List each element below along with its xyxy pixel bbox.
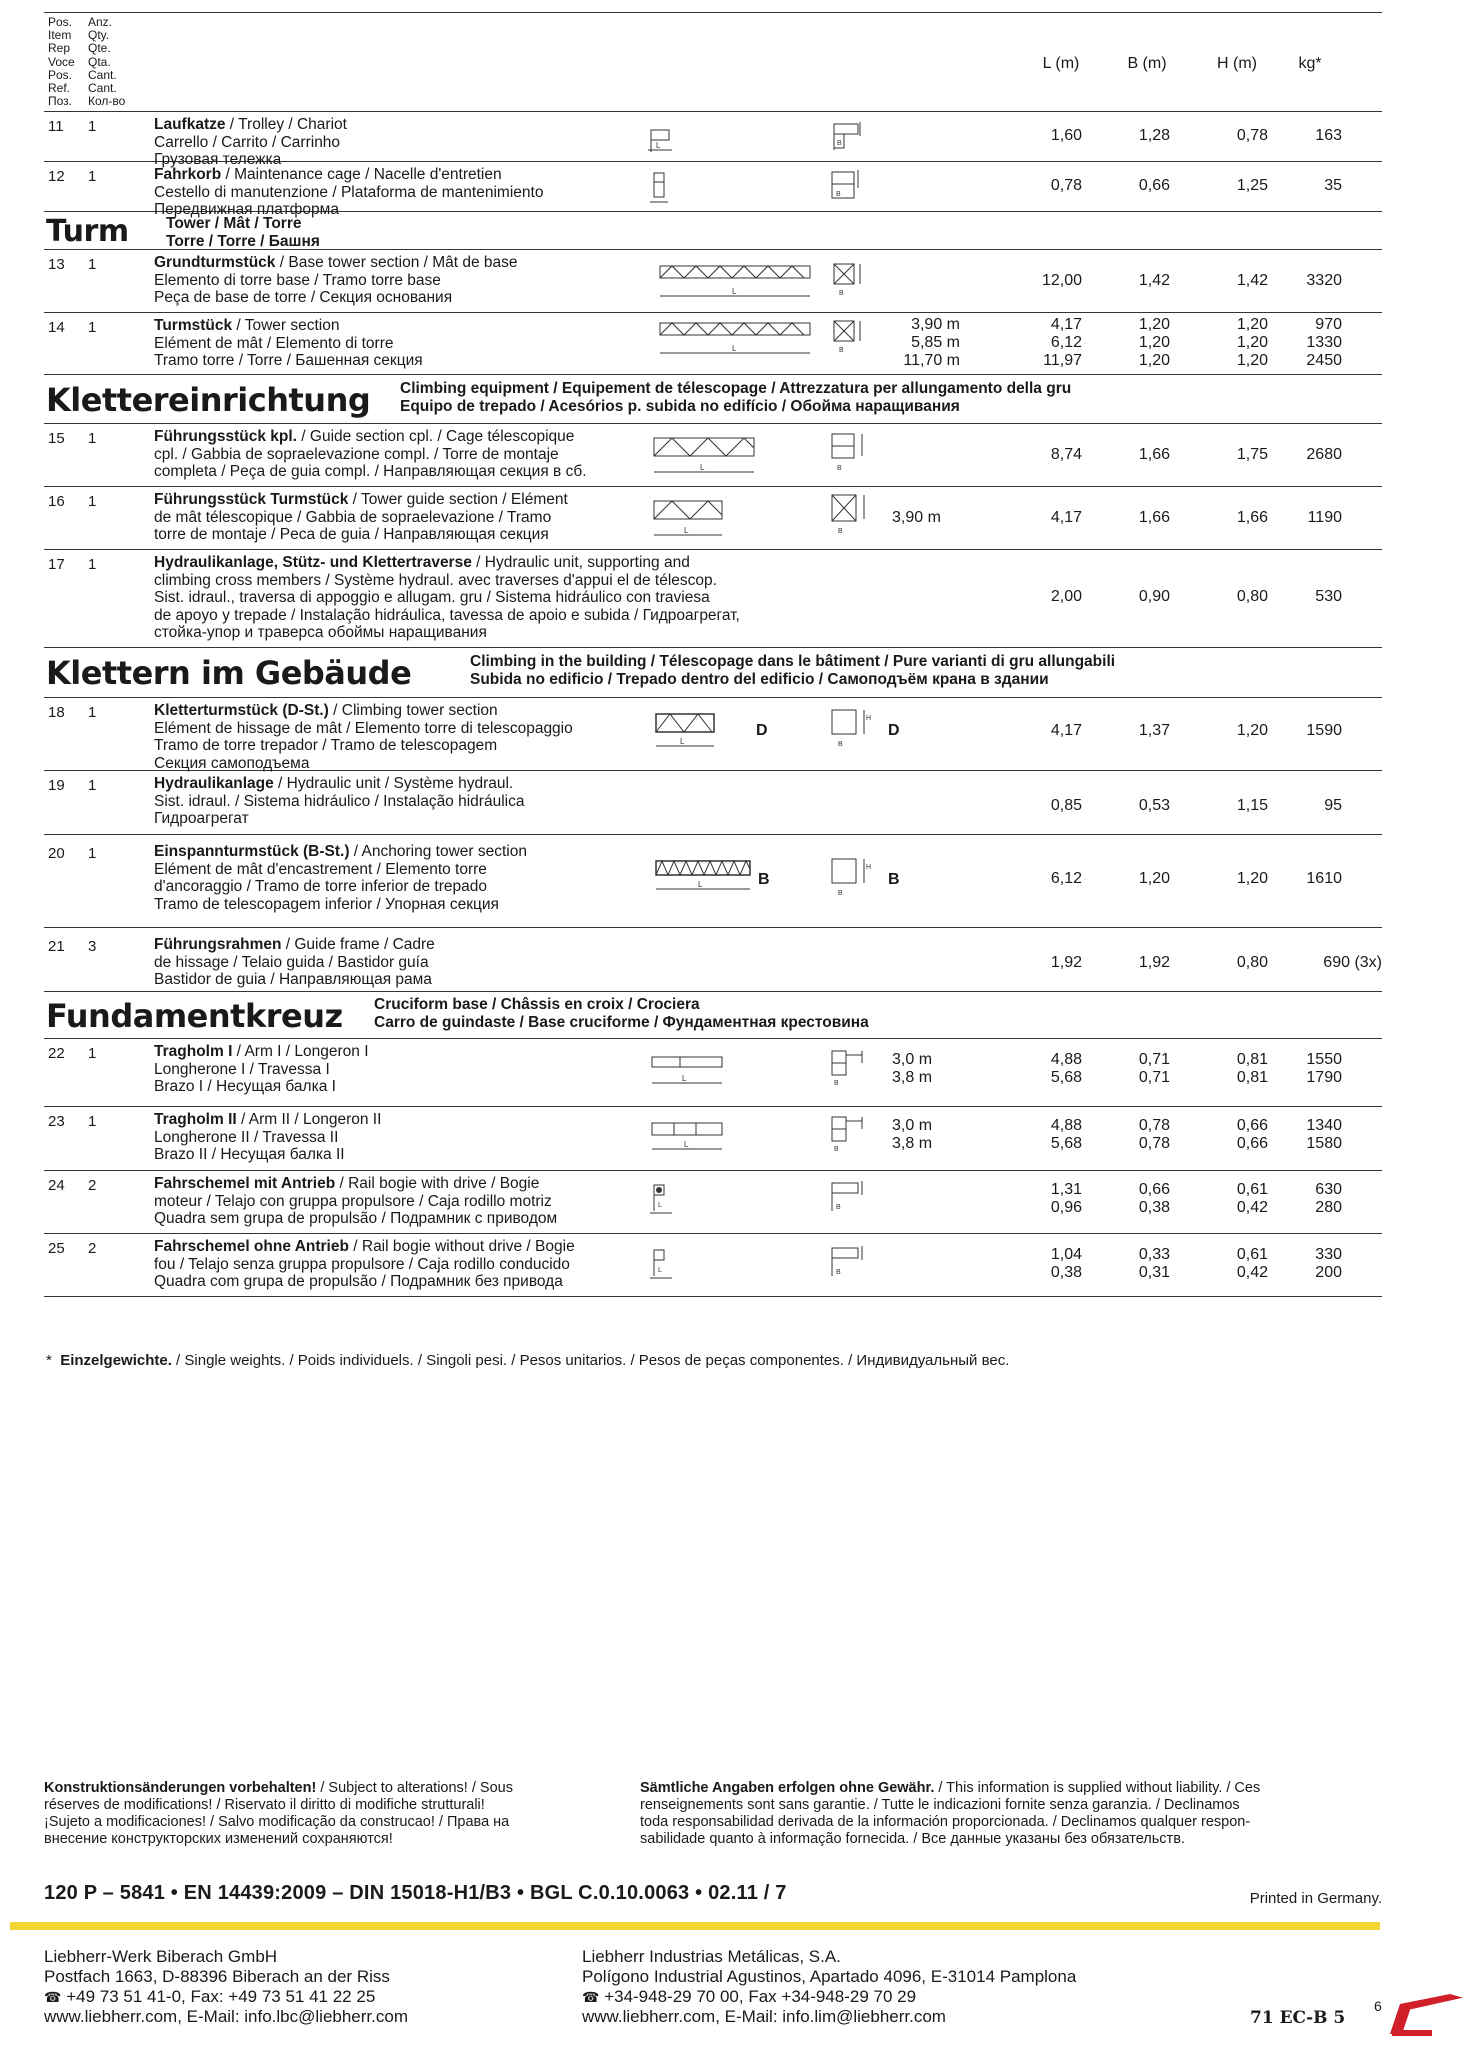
phone-icon: ☎	[44, 1989, 62, 2005]
row-pos: 22	[48, 1045, 65, 1062]
guide-section-front-icon	[828, 430, 878, 478]
value-b: 1,66	[1138, 509, 1170, 526]
svg-text:B: B	[836, 191, 841, 198]
svg-text:L: L	[658, 1202, 662, 1209]
value-h: 0,80	[1236, 588, 1268, 605]
svg-text:B: B	[839, 290, 844, 297]
anchoring-section-front-icon	[828, 855, 884, 903]
value-kg: 1610	[1306, 870, 1342, 887]
table-row-21	[44, 928, 1382, 991]
label-cant: Cant.	[88, 67, 117, 82]
tower-guide-front-icon	[828, 491, 884, 541]
row-description: Führungsrahmen / Guide frame / Cadre de hissage / Telaio guida / Bastidor guía Bastidor de guia / Направляющая рама	[154, 936, 435, 988]
value-l: 0,85	[1050, 797, 1082, 814]
base-tower-front-icon	[830, 260, 876, 300]
row-qty: 1	[88, 319, 97, 336]
section-title: Klettereinrichtung	[46, 381, 371, 419]
value-b: 0,78 0,78	[1138, 1117, 1170, 1152]
value-h: 0,61 0,42	[1236, 1246, 1268, 1281]
col-header-h: H (m)	[1217, 55, 1257, 72]
table-row-25	[44, 1234, 1382, 1297]
bogie-drive-side-icon	[650, 1181, 678, 1221]
table-row-22	[44, 1039, 1382, 1107]
col-header-l: L (m)	[1042, 55, 1080, 72]
label-kol: Кол-во	[88, 94, 126, 109]
spec-table	[44, 12, 1382, 1297]
table-row-16	[44, 487, 1382, 550]
disclaimer-right: Sämtliche Angaben erfolgen ohne Gewähr. / This information is supplied without liability. / Ces renseignements sont sans garantie. / Tutte le indicazioni fornite senza garanzia. / Declinamos toda responsabilidad derivada de la información proporcionada. / Declinamos qualquer respon- sabilidade quanto à informação fornecida. / Все данные указаны без обязательств.	[640, 1780, 1261, 1847]
value-b: 1,28	[1138, 127, 1170, 144]
value-h: 0,80	[1236, 954, 1268, 971]
tower-section-front-icon	[830, 317, 876, 357]
table-row-23	[44, 1107, 1382, 1171]
row-description: Tragholm I / Arm I / Longeron I Longherone I / Travessa I Brazo I / Несущая балка I	[154, 1043, 369, 1095]
value-l: 1,60	[1050, 127, 1082, 144]
footnote: * Einzelgewichte. / Single weights. / Poids individuels. / Singoli pesi. / Pesos unitarios. / Pesos de peças componentes. / Индивидуальный вес.	[46, 1352, 1010, 1369]
row-qty: 1	[88, 430, 97, 447]
label-item: Item	[48, 28, 72, 43]
trolley-side-icon	[648, 124, 674, 154]
section-subtitle: Cruciform base / Châssis en croix / Crociera Carro de guindaste / Base cruciforme / Фундаментная крестовина	[374, 996, 869, 1031]
value-kg: 330 200	[1315, 1246, 1342, 1281]
arm-i-side-icon	[650, 1051, 730, 1093]
value-b: 1,92	[1138, 954, 1170, 971]
row-pos: 14	[48, 319, 65, 336]
svg-text:B: B	[839, 347, 844, 354]
row-pos: 13	[48, 256, 65, 273]
svg-text:H: H	[866, 864, 872, 871]
value-h: 1,42	[1236, 272, 1268, 289]
row-qty: 3	[88, 938, 97, 955]
value-kg: 630 280	[1315, 1181, 1342, 1216]
value-b: 1,66	[1138, 446, 1170, 463]
tower-guide-side-icon	[652, 493, 732, 543]
section-klettern-im-gebaeude	[44, 648, 1382, 698]
label-qte: Qte.	[88, 41, 111, 56]
row-pos: 23	[48, 1113, 65, 1130]
table-header	[44, 12, 1382, 112]
section-subtitle: Climbing equipment / Equipement de télescopage / Attrezzatura per allungamento della gru Equipo de trepado / Acesórios p. subida no edifício / Обойма наращивания	[400, 380, 1072, 415]
section-subtitle: Tower / Mât / Torre Torre / Torre / Башня	[166, 215, 320, 250]
arm-i-front-icon	[828, 1047, 874, 1091]
row-qty: 1	[88, 256, 97, 273]
value-h: 1,25	[1236, 177, 1268, 194]
value-kg: 1190	[1307, 509, 1342, 526]
row-pos: 25	[48, 1240, 65, 1257]
value-l: 4,88 5,68	[1050, 1117, 1082, 1152]
value-b: 1,20	[1138, 870, 1170, 887]
value-h: 1,75	[1236, 446, 1268, 463]
row-description: Fahrkorb / Maintenance cage / Nacelle d'entretien Cestello di manutenzione / Plataforma de mantenimiento Передвижная платформа	[154, 166, 544, 218]
value-l: 2,00	[1050, 588, 1082, 605]
svg-text:L: L	[684, 1140, 689, 1149]
model-name: 71 EC-B 5	[1250, 2008, 1346, 2028]
row-qty: 1	[88, 1113, 97, 1130]
section-turm	[44, 212, 1382, 250]
length-variants: 3,90 m 5,85 m 11,70 m	[903, 316, 960, 369]
table-row-24	[44, 1171, 1382, 1234]
value-kg: 3320	[1306, 272, 1342, 289]
table-row-17	[44, 550, 1382, 648]
svg-text:L: L	[680, 737, 685, 746]
row-pos: 16	[48, 493, 65, 510]
section-klettereinrichtung	[44, 375, 1382, 424]
row-qty: 1	[88, 777, 97, 794]
cage-side-icon	[650, 170, 670, 206]
table-row-15	[44, 424, 1382, 487]
row-pos: 15	[48, 430, 65, 447]
row-description: Turmstück / Tower section Elément de mât / Elemento di torre Tramo torre / Torre / Башенная секция	[154, 317, 423, 369]
value-kg: 530	[1315, 588, 1342, 605]
row-qty: 1	[88, 493, 97, 510]
table-row-19	[44, 771, 1382, 835]
base-tower-side-icon	[658, 262, 818, 304]
printed-in: Printed in Germany.	[1249, 1890, 1382, 1907]
table-row-20	[44, 835, 1382, 928]
value-kg: 163	[1315, 127, 1342, 144]
svg-text:L: L	[656, 141, 661, 150]
row-qty: 1	[88, 556, 97, 573]
value-kg: 1550 1790	[1306, 1051, 1342, 1086]
svg-text:B: B	[838, 890, 843, 897]
mark-b-side: B	[758, 871, 770, 888]
row-description: Grundturmstück / Base tower section / Mât de base Elemento di torre base / Tramo torre base Peça de base de torre / Секция основания	[154, 254, 518, 306]
value-h: 1,20 1,20 1,20	[1236, 316, 1268, 369]
value-b: 1,20 1,20 1,20	[1138, 316, 1170, 369]
row-qty: 1	[88, 118, 97, 135]
svg-text:L: L	[732, 344, 737, 353]
label-qty: Anz.	[88, 15, 113, 29]
section-subtitle: Climbing in the building / Télescopage dans le bâtiment / Pure varianti di gru allungabili Subida no edificio / Trepado dentro del edificio / Самоподъём крана в здании	[470, 653, 1116, 688]
address-biberach: Liebherr-Werk Biberach GmbH Postfach 1663, D-88396 Biberach an der Riss ☎ +49 73 51 41-0, Fax: +49 73 51 41 22 25 www.liebherr.com, E-Mail: info.lbc@liebherr.com	[44, 1947, 408, 2026]
value-l: 4,17	[1050, 722, 1082, 739]
svg-text:B: B	[838, 528, 843, 535]
value-b: 0,90	[1138, 588, 1170, 605]
value-kg: 690 (3x)	[1323, 954, 1382, 971]
svg-text:B: B	[836, 1204, 841, 1211]
svg-text:L: L	[732, 287, 737, 296]
value-l: 12,00	[1041, 272, 1082, 289]
value-h: 1,20	[1236, 870, 1268, 887]
value-h: 1,66	[1236, 509, 1268, 526]
value-l: 1,92	[1050, 954, 1082, 971]
phone-icon: ☎	[582, 1989, 600, 2005]
svg-text:B: B	[836, 1269, 841, 1276]
value-l: 4,88 5,68	[1050, 1051, 1082, 1086]
section-title: Turm	[46, 214, 129, 249]
svg-text:L: L	[700, 463, 705, 472]
climbing-section-front-icon	[828, 706, 884, 754]
trolley-front-icon	[828, 120, 872, 154]
value-b: 0,53	[1138, 797, 1170, 814]
row-pos: 24	[48, 1177, 65, 1194]
mark-d-front: D	[888, 722, 900, 739]
bogie-nodrive-front-icon	[828, 1244, 874, 1286]
document-code: 120 P – 5841 • EN 14439:2009 – DIN 15018-H1/B3 • BGL C.0.10.0063 • 02.11 / 7	[44, 1882, 787, 1904]
value-b: 0,71 0,71	[1138, 1051, 1170, 1086]
value-h: 0,81 0,81	[1236, 1051, 1268, 1086]
label-rep: Rep	[48, 41, 71, 56]
section-title: Fundamentkreuz	[46, 997, 343, 1035]
address-pamplona: Liebherr Industrias Metálicas, S.A. Polígono Industrial Agustinos, Apartado 4096, E-31014 Pamplona ☎ +34-948-29 70 00, Fax +34-948-29 70 29 www.liebherr.com, E-Mail: info.lim@liebherr.com	[582, 1947, 1077, 2026]
col-header-kg: kg*	[1298, 55, 1322, 72]
row-description: Kletterturmstück (D-St.) / Climbing tower section Elément de hissage de mât / Elemento torre di telescopaggio Tramo de torre trepador / Tramo de telescopagem Секция самоподъема	[154, 702, 573, 772]
svg-text:B: B	[834, 1146, 839, 1153]
row-qty: 2	[88, 1177, 97, 1194]
value-b: 0,66 0,38	[1138, 1181, 1170, 1216]
section-title: Klettern im Gebäude	[46, 654, 412, 692]
section-fundamentkreuz	[44, 991, 1382, 1039]
row-description: Hydraulikanlage / Hydraulic unit / Système hydraul. Sist. idraul. / Sistema hidráulico / Instalação hidráulica Гидроагрегат	[154, 775, 525, 827]
crane-logo-icon	[1380, 1990, 1470, 2040]
label-voce: Voce	[48, 54, 75, 69]
value-h: 0,66 0,66	[1236, 1117, 1268, 1152]
length-variant: 3,90 m	[892, 509, 941, 526]
row-pos: 21	[48, 938, 65, 955]
row-pos: 19	[48, 777, 65, 794]
yellow-rule	[10, 1922, 1380, 1930]
label-ref: Ref.	[48, 81, 71, 96]
value-b: 0,33 0,31	[1138, 1246, 1170, 1281]
guide-section-side-icon	[652, 430, 762, 480]
value-h: 0,61 0,42	[1236, 1181, 1268, 1216]
row-description: Führungsstück Turmstück / Tower guide section / Elément de mât télescopique / Gabbia de sopraelevazione / Tramo torre de montaje / Peca de guia / Направляющая секция	[154, 491, 568, 543]
label-pos: Pos.	[48, 15, 73, 29]
row-description: Hydraulikanlage, Stütz- und Klettertraverse / Hydraulic unit, supporting and climbing cross members / Système hydraul. avec traverses d'appui el de télescop. Sist. idraul., traversa di appoggio e allugam. gru / Sistema hidráulico con traviesa de apoyo y trepade / Instalação hidráulica, tavessa de apoio e subida / Гидроагрегат, стойка-упор и траверса обоймы наращивания	[154, 554, 740, 641]
anchoring-section-side-icon	[654, 857, 754, 897]
svg-text:B: B	[834, 1080, 839, 1087]
row-description: Fahrschemel mit Antrieb / Rail bogie with drive / Bogie moteur / Telajo con gruppa propulsore / Caja rodillo motriz Quadra sem grupa de propulsão / Подрамник с приводом	[154, 1175, 558, 1227]
svg-text:L: L	[682, 1074, 687, 1083]
row-pos: 18	[48, 704, 65, 721]
table-row-14	[44, 313, 1382, 375]
row-description: Fahrschemel ohne Antrieb / Rail bogie without drive / Bogie fou / Telajo senza gruppa propulsore / Caja rodillo conducido Quadra com grupa de propulsão / Подрамник без привода	[154, 1238, 575, 1290]
header-labels	[48, 16, 128, 108]
value-h: 1,20	[1236, 722, 1268, 739]
row-description: Einspannturmstück (B-St.) / Anchoring tower section Elément de mât d'encastrement / Elemento torre d'ancoraggio / Tramo de torre inferior de trepado Tramo de telescopagem inferior / Упорная секция	[154, 843, 527, 913]
svg-text:B: B	[837, 465, 842, 472]
value-kg: 2680	[1306, 446, 1342, 463]
value-h: 1,15	[1236, 797, 1268, 814]
value-kg: 1340 1580	[1306, 1117, 1342, 1152]
row-qty: 1	[88, 1045, 97, 1062]
svg-text:L: L	[658, 1267, 662, 1274]
value-kg: 970 1330 2450	[1306, 316, 1342, 369]
value-kg: 95	[1324, 797, 1342, 814]
value-b: 1,37	[1138, 722, 1170, 739]
label-qty: Qty.	[88, 28, 110, 43]
svg-text:L: L	[684, 526, 689, 535]
value-l: 4,17 6,12 11,97	[1043, 316, 1082, 369]
value-b: 0,66	[1138, 177, 1170, 194]
row-pos: 12	[48, 168, 65, 185]
bogie-nodrive-side-icon	[650, 1246, 678, 1286]
svg-text:H: H	[866, 715, 872, 722]
arm-ii-side-icon	[650, 1117, 730, 1159]
row-description: Laufkatze / Trolley / Chariot Carrello / Carrito / Carrinho Грузовая тележка	[154, 116, 347, 168]
length-variants: 3,0 m 3,8 m	[892, 1117, 933, 1152]
row-pos: 11	[48, 118, 64, 135]
table-row-11	[44, 112, 1382, 168]
disclaimer-left: Konstruktionsänderungen vorbehalten! / Subject to alterations! / Sous réserves de modifications! / Riservato il diritto di modifiche strutturali! ¡Sujeto a modificaciones! / Salvo modificação da construcao! / Права на внесение конструкторских изменений сохраняются!	[44, 1780, 513, 1847]
svg-text:L: L	[698, 880, 703, 889]
value-l: 0,78	[1050, 177, 1082, 194]
svg-text:B: B	[838, 741, 843, 748]
label-cant: Cant.	[88, 81, 117, 96]
row-description: Führungsstück kpl. / Guide section cpl. / Cage télescopique cpl. / Gabbia de sopraelevazione compl. / Torre de montaje completa / Peça de guia compl. / Направляющая секция в сб.	[154, 428, 587, 480]
row-pos: 17	[48, 556, 65, 573]
value-l: 1,04 0,38	[1050, 1246, 1082, 1281]
page-number: 6	[1374, 1998, 1382, 2014]
tower-section-side-icon	[658, 319, 818, 361]
arm-ii-front-icon	[828, 1113, 874, 1157]
bogie-drive-front-icon	[828, 1179, 874, 1221]
cage-front-icon	[828, 168, 868, 206]
label-pos: Pos.	[48, 67, 73, 82]
table-row-12	[44, 162, 1382, 218]
value-kg: 1590	[1306, 722, 1342, 739]
row-qty: 1	[88, 704, 97, 721]
value-l: 6,12	[1050, 870, 1082, 887]
row-pos: 20	[48, 845, 65, 862]
mark-b-front: B	[888, 871, 900, 888]
climbing-section-side-icon	[654, 708, 720, 752]
row-qty: 1	[88, 845, 97, 862]
col-header-b: B (m)	[1127, 55, 1167, 72]
value-kg: 35	[1324, 177, 1342, 194]
label-poz: Поз.	[48, 94, 72, 109]
svg-text:B: B	[837, 140, 842, 147]
row-qty: 1	[88, 168, 97, 185]
label-qta: Qta.	[88, 54, 111, 69]
value-l: 8,74	[1050, 446, 1082, 463]
table-row-13	[44, 250, 1382, 313]
row-description: Tragholm II / Arm II / Longeron II Longherone II / Travessa II Brazo II / Несущая балка II	[154, 1111, 382, 1163]
value-b: 1,42	[1138, 272, 1170, 289]
value-l: 4,17	[1050, 509, 1082, 526]
length-variants: 3,0 m 3,8 m	[892, 1051, 933, 1086]
value-l: 1,31 0,96	[1050, 1181, 1082, 1216]
value-h: 0,78	[1236, 127, 1268, 144]
row-qty: 2	[88, 1240, 97, 1257]
mark-d-side: D	[756, 722, 768, 739]
table-row-18	[44, 698, 1382, 771]
